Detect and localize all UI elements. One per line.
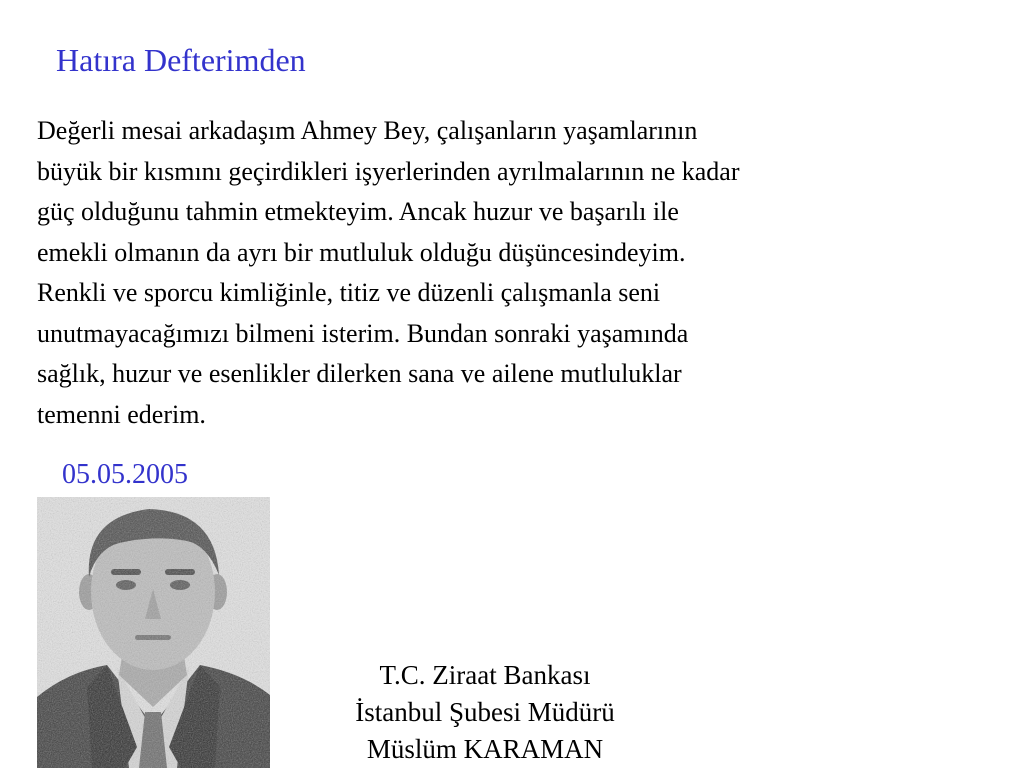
message-line: sağlık, huzur ve esenlikler dilerken sana ve ailene mutluluklar bbox=[37, 359, 682, 388]
message-line: Renkli ve sporcu kimliğinle, titiz ve düzenli çalışmanla seni bbox=[37, 278, 661, 307]
signature-block bbox=[290, 657, 680, 768]
message-body bbox=[37, 111, 987, 435]
message-line: büyük bir kısmını geçirdikleri işyerlerinden ayrılmalarının ne kadar bbox=[37, 156, 740, 186]
message-line: temenni ederim. bbox=[37, 399, 206, 429]
date-label: 05.05.2005 bbox=[62, 459, 188, 490]
page-title: Hatıra Defterimden bbox=[56, 42, 306, 78]
message-line: emekli olmanın da ayrı bir mutluluk olduğu düşüncesindeyim. bbox=[37, 237, 686, 267]
signature-name: Müslüm KARAMAN bbox=[366, 734, 604, 764]
message-line: unutmayacağımızı bilmeni isterim. Bundan sonraki yaşamında bbox=[37, 318, 689, 348]
signature-position: İstanbul Şubesi Müdürü bbox=[355, 697, 615, 727]
message-line: Değerli mesai arkadaşım Ahmey Bey, çalışanların yaşamlarının bbox=[37, 116, 698, 145]
message-line: güç olduğunu tahmin etmekteyim. Ancak huzur ve başarılı ile bbox=[37, 197, 679, 226]
portrait-photo bbox=[37, 497, 270, 768]
signature-institution: T.C. Ziraat Bankası bbox=[379, 660, 591, 690]
